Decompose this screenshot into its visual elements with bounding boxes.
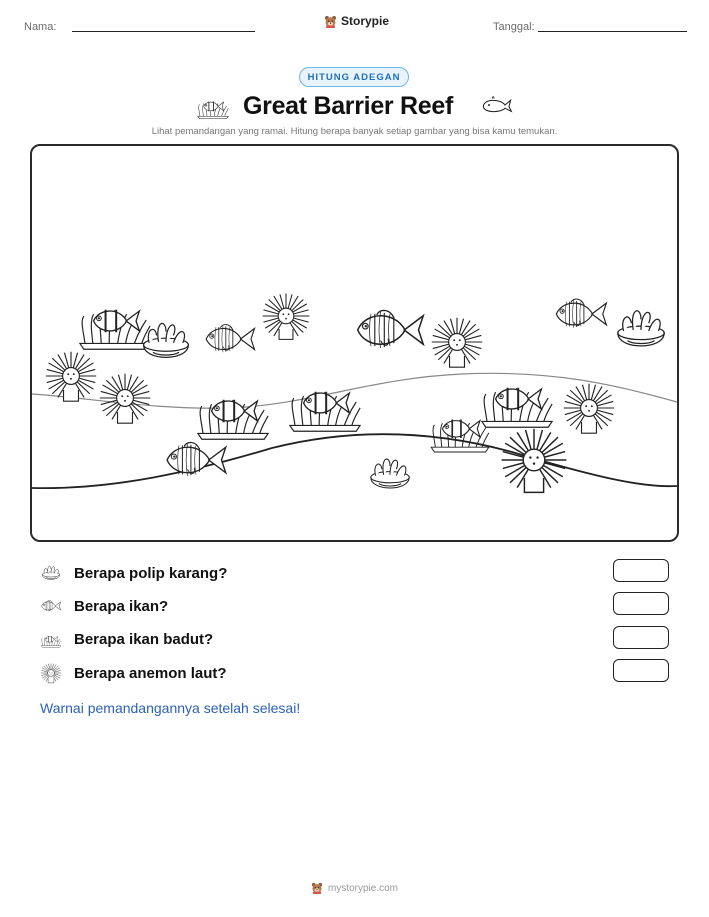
question-text: Berapa anemon laut?	[74, 664, 227, 682]
answer-box-sea-anemones[interactable]	[613, 659, 669, 682]
coloring-instruction: Warnai pemandangannya setelah selesai!	[40, 700, 301, 716]
question-row	[40, 560, 227, 586]
reef-illustration	[32, 146, 677, 540]
reef-scene	[30, 144, 679, 542]
worksheet-type-badge: HITUNG ADEGAN	[299, 67, 409, 87]
answer-box-coral-polyps[interactable]	[613, 559, 669, 582]
storypie-logo-icon	[311, 882, 323, 894]
question-row	[40, 626, 213, 652]
question-text: Berapa ikan badut?	[74, 630, 214, 648]
site-footer	[0, 882, 709, 894]
name-label: Nama:	[24, 21, 57, 33]
brand-name: Storypie	[341, 14, 390, 28]
name-field[interactable]	[72, 31, 255, 32]
brand	[324, 14, 389, 28]
instructions: Lihat pemandangan yang ramai. Hitung berapa banyak setiap gambar yang bisa kamu temukan.	[151, 126, 558, 137]
date-label: Tanggal:	[493, 21, 535, 33]
question-row	[40, 593, 168, 619]
fish-icon	[40, 596, 62, 616]
page-title: Great Barrier Reef	[243, 92, 453, 120]
coral-polyp-icon	[40, 562, 62, 584]
clownfish-icon	[196, 92, 230, 120]
question-row	[40, 660, 227, 686]
clownfish-icon	[40, 629, 62, 649]
site-url[interactable]: mystorypie.com	[327, 882, 398, 894]
storypie-logo-icon	[324, 15, 337, 28]
whale-icon	[481, 95, 513, 115]
sea-anemone-icon	[40, 662, 62, 684]
question-text: Berapa polip karang?	[74, 564, 228, 582]
answer-box-clownfish[interactable]	[613, 626, 669, 649]
question-text: Berapa ikan?	[74, 597, 169, 615]
date-field[interactable]	[538, 31, 687, 32]
answer-box-fish[interactable]	[613, 592, 669, 615]
